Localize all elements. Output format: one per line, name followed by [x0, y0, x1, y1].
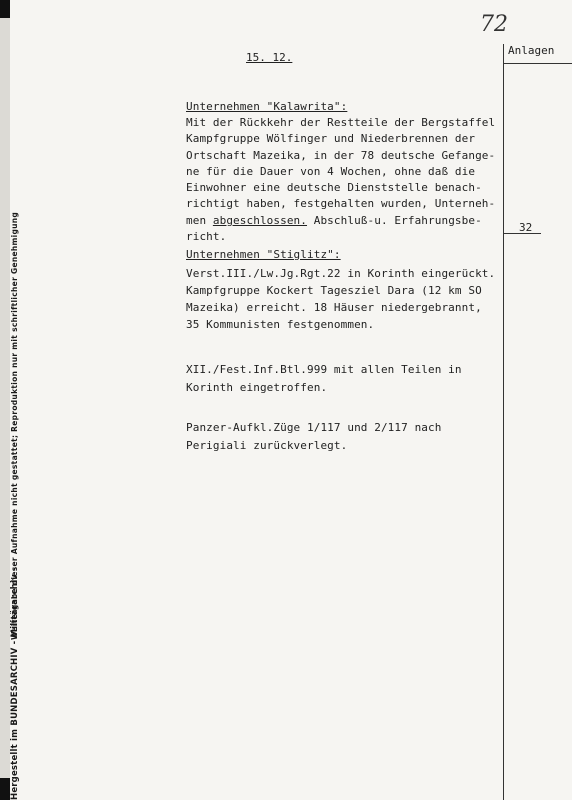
handwritten-page-number: 72	[480, 12, 508, 37]
annex-reference-rule	[503, 233, 541, 234]
kalawrita-line: richtigt haben, festgehalten wurden, Unterneh-	[186, 197, 496, 210]
scan-edge-bottom	[0, 778, 10, 800]
kalawrita-line-7-suffix: Abschluß-u. Erfahrungsbe-	[307, 214, 482, 227]
bataillon-line: Korinth eingetroffen.	[186, 381, 328, 394]
kalawrita-line-7	[186, 213, 482, 229]
annex-reference-number: 32	[519, 221, 533, 234]
panzer-line: Panzer-Aufkl.Züge 1/117 und 2/117 nach	[186, 421, 442, 434]
kalawrita-underlined-word: abgeschlossen.	[212, 214, 308, 227]
annex-column-top-rule	[503, 63, 572, 64]
archive-stamp-line2: Weitergabe dieser Aufnahme nicht gestattet; Reproduktion nur mit schriftlicher Genehmigung	[10, 211, 19, 640]
stiglitz-line: Verst.III./Lw.Jg.Rgt.22 in Korinth eingerückt.	[186, 267, 496, 280]
bataillon-line: XII./Fest.Inf.Btl.999 mit allen Teilen in	[186, 363, 462, 376]
panzer-line: Perigiali zurückverlegt.	[186, 439, 348, 452]
annex-column-header: Anlagen	[508, 44, 555, 57]
kalawrita-line: ne für die Dauer von 4 Wochen, ohne daß die	[186, 165, 476, 178]
scan-edge-top	[0, 0, 10, 18]
kalawrita-line-7-prefix: men	[186, 214, 213, 227]
scan-edge-strip	[0, 0, 10, 800]
entry-date: 15. 12.	[246, 51, 293, 64]
kalawrita-line: richt.	[186, 230, 227, 243]
kalawrita-line: Kampfgruppe Wölfinger und Niederbrennen der	[186, 132, 476, 145]
section-heading-kalawrita: Unternehmen "Kalawrita":	[186, 100, 348, 113]
stiglitz-line: Mazeika) erreicht. 18 Häuser niedergebrannt,	[186, 301, 482, 314]
archive-stamp-line1: Hergestellt im BUNDESARCHIV - Militärarchiv -	[10, 567, 20, 800]
kalawrita-line: Mit der Rückkehr der Restteile der Bergstaffel	[186, 116, 496, 129]
kalawrita-line: Einwohner eine deutsche Dienststelle benach-	[186, 181, 482, 194]
stiglitz-line: Kampfgruppe Kockert Tagesziel Dara (12 km SO	[186, 284, 482, 297]
stiglitz-line: 35 Kommunisten festgenommen.	[186, 318, 375, 331]
section-heading-stiglitz: Unternehmen "Stiglitz":	[186, 248, 341, 261]
kalawrita-line: Ortschaft Mazeika, in der 78 deutsche Gefange-	[186, 149, 496, 162]
annex-column-divider	[503, 44, 504, 800]
